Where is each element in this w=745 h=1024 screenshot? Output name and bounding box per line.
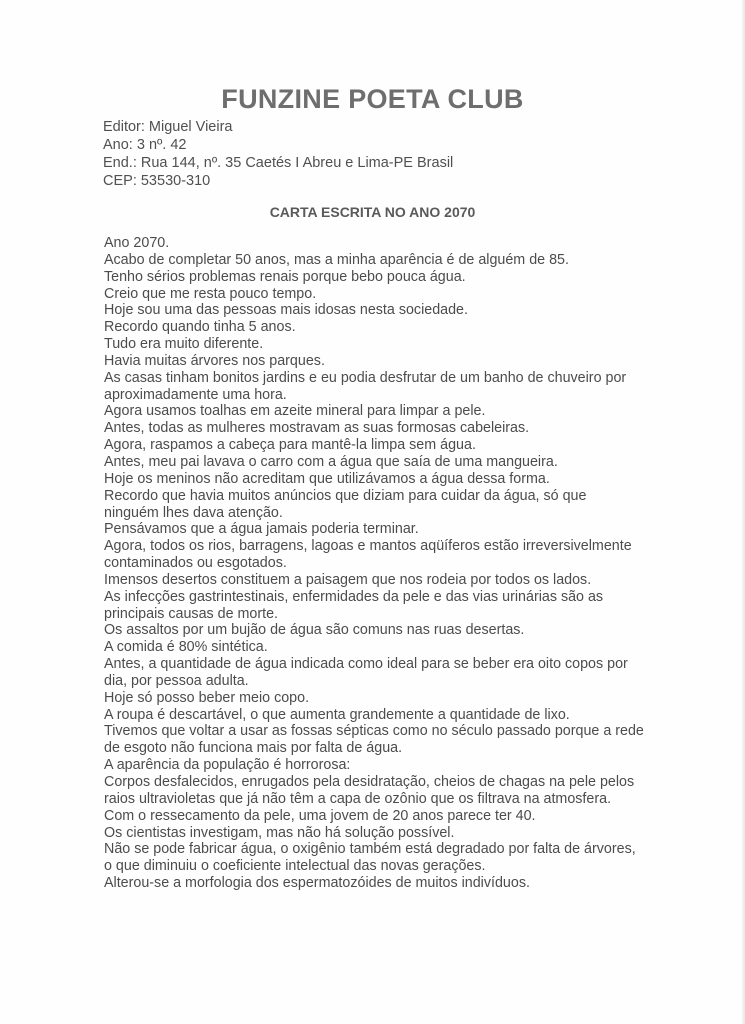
- letter-paragraph: Acabo de completar 50 anos, mas a minha aparência é de alguém de 85.: [104, 251, 569, 268]
- letter-paragraph: Os cientistas investigam, mas não há solução possível.: [104, 824, 455, 841]
- year-line: Ano: 3 nº. 42: [103, 137, 187, 153]
- cep-line: CEP: 53530-310: [103, 173, 211, 189]
- letter-paragraph: A roupa é descartável, o que aumenta grandemente a quantidade de lixo.: [104, 706, 570, 723]
- letter-title: CARTA ESCRITA NO ANO 2070: [269, 204, 476, 220]
- letter-paragraph: Hoje os meninos não acreditam que utilizávamos a água dessa forma.: [104, 470, 550, 487]
- letter-paragraph: Agora, todos os rios, barragens, lagoas e mantos aqüíferos estão irreversivelmente contaminados ou esgotados.: [104, 538, 632, 572]
- letter-paragraph: Creio que me resta pouco tempo.: [104, 285, 317, 302]
- letter-paragraph: A aparência da população é horrorosa:: [104, 757, 351, 774]
- letter-paragraph: Ano 2070.: [104, 235, 170, 251]
- letter-paragraph: Antes, a quantidade de água indicada como ideal para se beber era oito copos por dia, por pessoa adulta.: [104, 656, 628, 689]
- letter-paragraph: Imensos desertos constituem a paisagem que nos rodeia por todos os lados.: [104, 571, 592, 588]
- letter-paragraph: Antes, meu pai lavava o carro com a água que saía de uma mangueira.: [104, 453, 558, 470]
- letter-paragraph: Tenho sérios problemas renais porque bebo pouca água.: [104, 268, 466, 285]
- letter-paragraph: Os assaltos por um bujão de água são comuns nas ruas desertas.: [104, 622, 525, 639]
- letter-paragraph: Antes, todas as mulheres mostravam as suas formosas cabeleiras.: [104, 420, 530, 437]
- letter-paragraph: Hoje só posso beber meio copo.: [104, 689, 310, 706]
- letter-paragraph: Hoje sou uma das pessoas mais idosas nesta sociedade.: [104, 302, 468, 319]
- letter-paragraph: Recordo quando tinha 5 anos.: [104, 319, 296, 336]
- letter-paragraph: Agora, raspamos a cabeça para mantê-la limpa sem água.: [104, 437, 476, 454]
- letter-paragraph: Pensávamos que a água jamais poderia terminar.: [104, 521, 419, 538]
- letter-paragraph: Não se pode fabricar água, o oxigênio também está degradado por falta de árvores, o que diminuiu o coeficiente intelectual das novas gerações.: [104, 841, 636, 875]
- letter-body: [104, 235, 644, 892]
- letter-paragraph: Corpos desfalecidos, enrugados pela desidratação, cheios de chagas na pele pelos raios ultravioletas que já não têm a capa de ozônio que os filtrava na atmosfera.: [104, 774, 635, 807]
- letter-paragraph: As casas tinham bonitos jardins e eu podia desfrutar de um banho de chuveiro por aproximadamente uma hora.: [104, 369, 627, 403]
- letter-paragraph: As infecções gastrintestinais, enfermidades da pele e das vias urinárias são as principais causas de morte.: [104, 588, 604, 622]
- letter-paragraph: Recordo que havia muitos anúncios que diziam para cuidar da água, só que ninguém lhes dava atenção.: [104, 487, 587, 521]
- letter-paragraph: Com o ressecamento da pele, uma jovem de 20 anos parece ter 40.: [104, 807, 536, 824]
- letter-paragraph: Tudo era muito diferente.: [104, 336, 264, 353]
- publication-info: [103, 118, 453, 190]
- letter-paragraph: A comida é 80% sintética.: [104, 639, 268, 656]
- address-line: End.: Rua 144, nº. 35 Caetés I Abreu e Lima-PE Brasil: [103, 155, 454, 171]
- letter-paragraph: Tivemos que voltar a usar as fossas sépticas como no século passado porque a rede de esgoto não funciona mais por falta de água.: [104, 723, 644, 757]
- letter-paragraph: Alterou-se a morfologia dos espermatozóides de muitos indivíduos.: [104, 875, 530, 892]
- letter-paragraph: Agora usamos toalhas em azeite mineral para limpar a pele.: [104, 403, 486, 420]
- editor-line: Editor: Miguel Vieira: [103, 119, 233, 135]
- letter-paragraph: Havia muitas árvores nos parques.: [104, 352, 325, 369]
- page-title: FUNZINE POETA CLUB: [221, 84, 524, 114]
